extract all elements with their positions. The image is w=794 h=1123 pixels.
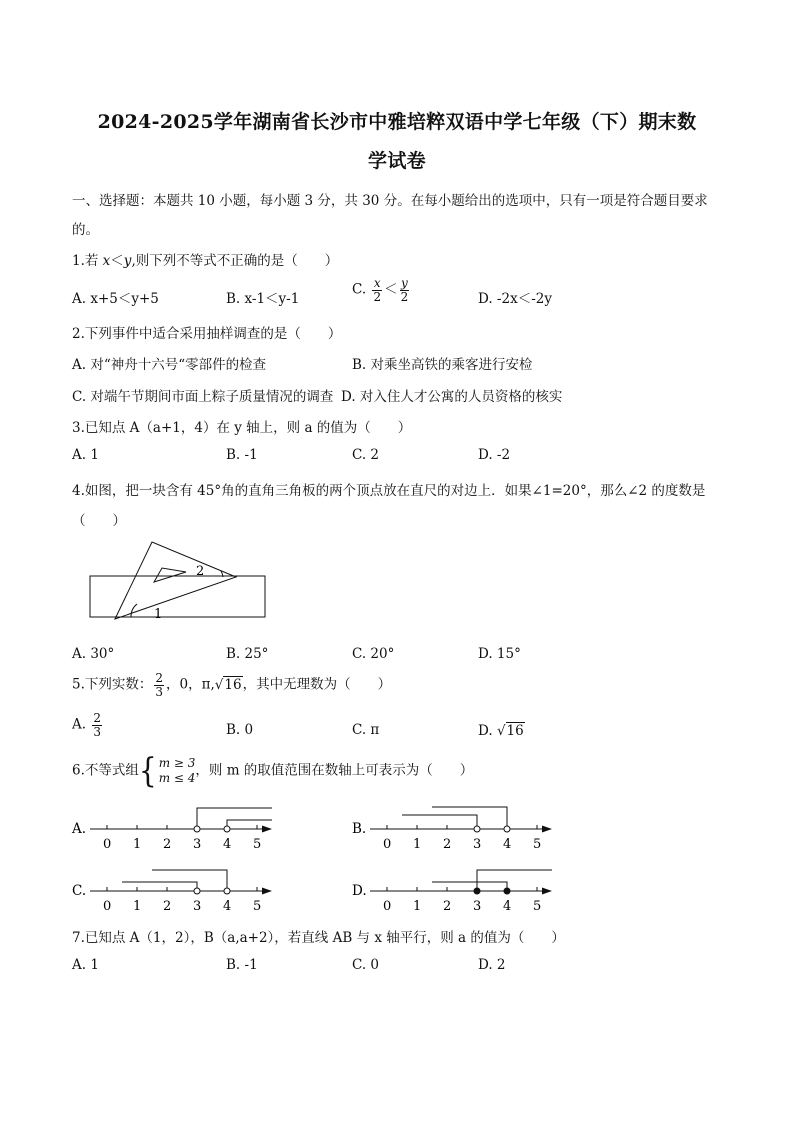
number-line-tick-label: 0 <box>383 837 392 852</box>
q7-option-a: A. 1 <box>72 957 99 973</box>
solution-ray <box>432 807 507 829</box>
number-line-tick-label: 2 <box>443 837 452 852</box>
q3-option-a: A. 1 <box>72 447 99 463</box>
q1-option-d: D. -2x＜-2y <box>478 291 552 307</box>
number-line-tick-label: 5 <box>253 899 262 914</box>
number-line-tick-label: 3 <box>473 899 482 914</box>
q4-stem-paren: （ ） <box>72 513 126 529</box>
q6-stem: 6.不等式组{ m ≥ 3 m ≤ 4 ，则 m 的取值范围在数轴上可表示为（ ） <box>72 750 474 791</box>
solution-ray <box>152 870 227 891</box>
open-point <box>194 888 200 894</box>
number-line-arrow <box>262 826 272 833</box>
q5-stem: 5.下列实数： $\frac{2}{3}$ ，0，π,√16，其中无理数为（ ） <box>72 671 392 699</box>
number-line-tick-label: 1 <box>413 837 422 852</box>
q2-stem: 2.下列事件中适合采用抽样调查的是（ ） <box>72 326 342 342</box>
number-line-tick-label: 1 <box>133 837 142 852</box>
solution-ray <box>122 882 197 891</box>
number-line-tick-label: 2 <box>163 837 172 852</box>
q1-option-c: C. $\frac{x}{2}$ ＜ $\frac{y}{2}$ <box>352 276 409 304</box>
section-header-line2: 的。 <box>72 222 99 238</box>
q2-option-c: C. 对端午节期间市面上粽子质量情况的调查 <box>72 389 334 405</box>
q1-stem: 1.若 x＜y,则下列不等式不正确的是（ ） <box>72 253 339 269</box>
q1-option-a: A. x+5＜y+5 <box>72 291 159 307</box>
q2-option-d: D. 对入住人才公寓的人员资格的核实 <box>341 389 563 405</box>
solution-ray <box>432 882 507 891</box>
number-line-tick-label: 4 <box>223 899 232 914</box>
q7-option-c: C. 0 <box>352 957 380 973</box>
open-point <box>504 826 510 832</box>
number-line-tick-label: 5 <box>533 837 542 852</box>
q6-option-label: B. <box>352 821 367 837</box>
exam-title-line1: 2024-2025学年湖南省长沙市中雅培粹双语中学七年级（下）期末数 <box>97 111 697 133</box>
solution-ray <box>197 808 272 829</box>
number-line-tick-label: 2 <box>443 899 452 914</box>
number-line-tick-label: 1 <box>133 899 142 914</box>
number-line-tick-label: 3 <box>473 837 482 852</box>
q3-option-c: C. 2 <box>352 447 380 463</box>
q6-option-label: C. <box>72 883 87 899</box>
q5-fraction: $\frac{2}{3}$ <box>155 671 164 699</box>
q3-option-b: B. -1 <box>226 447 258 463</box>
open-point <box>194 826 200 832</box>
q6-option-label: D. <box>352 883 367 899</box>
q5-sqrt: √16 <box>214 676 242 693</box>
q7-stem: 7.已知点 A（1，2），B（a,a+2），若直线 AB 与 x 轴平行，则 a 的值为（ ） <box>72 930 565 946</box>
q4-option-c: C. 20° <box>352 646 395 662</box>
q5-option-b: B. 0 <box>226 722 254 738</box>
number-line-tick-label: 4 <box>223 837 232 852</box>
q5-option-d: D. √16 <box>478 723 524 739</box>
number-line-arrow <box>262 888 272 895</box>
q1-option-b: B. x-1＜y-1 <box>226 291 300 307</box>
number-line-arrow <box>542 826 552 833</box>
number-line-tick-label: 1 <box>413 899 422 914</box>
q4-option-a: A. 30° <box>72 646 115 662</box>
open-point <box>224 826 230 832</box>
angle-label-1: 1 <box>154 607 163 622</box>
exam-title-line2: 学试卷 <box>368 150 426 172</box>
q4-option-d: D. 15° <box>478 646 521 662</box>
number-line-tick-label: 4 <box>503 899 512 914</box>
q2-option-b: B. 对乘坐高铁的乘客进行安检 <box>352 357 533 373</box>
number-line-tick-label: 4 <box>503 837 512 852</box>
q2-option-a: A. 对“神舟十六号“零部件的检查 <box>72 357 267 373</box>
number-line-tick-label: 5 <box>533 899 542 914</box>
q7-option-d: D. 2 <box>478 957 506 973</box>
closed-point <box>504 888 510 894</box>
q3-stem: 3.已知点 A（a+1，4）在 y 轴上，则 a 的值为（ ） <box>72 420 412 436</box>
number-line-tick-label: 2 <box>163 899 172 914</box>
q4-stem: 4.如图，把一块含有 45°角的直角三角板的两个顶点放在直尺的对边上．如果∠1=20°，那么∠2 的度数是 <box>72 483 706 499</box>
q6-option-label: A. <box>72 821 87 837</box>
q5-option-a: A. $\frac{2}{3}$ <box>72 711 101 739</box>
section-header-line1: 一、选择题：本题共 10 小题，每小题 3 分，共 30 分。在每小题给出的选项中，只有一项是符合题目要求 <box>72 193 708 209</box>
solution-ray <box>402 815 477 829</box>
q4-option-b: B. 25° <box>226 646 269 662</box>
number-line-arrow <box>542 888 552 895</box>
angle-label-2: 2 <box>196 564 205 579</box>
number-line-tick-label: 3 <box>193 837 202 852</box>
q3-option-d: D. -2 <box>478 447 511 463</box>
number-line-tick-label: 0 <box>103 837 112 852</box>
number-line-tick-label: 3 <box>193 899 202 914</box>
closed-point <box>474 888 480 894</box>
q7-option-b: B. -1 <box>226 957 258 973</box>
number-line-tick-label: 5 <box>253 837 262 852</box>
solution-ray <box>477 870 552 891</box>
open-point <box>224 888 230 894</box>
number-line-tick-label: 0 <box>103 899 112 914</box>
number-line-tick-label: 0 <box>383 899 392 914</box>
open-point <box>474 826 480 832</box>
q5-option-c: C. π <box>352 722 380 738</box>
